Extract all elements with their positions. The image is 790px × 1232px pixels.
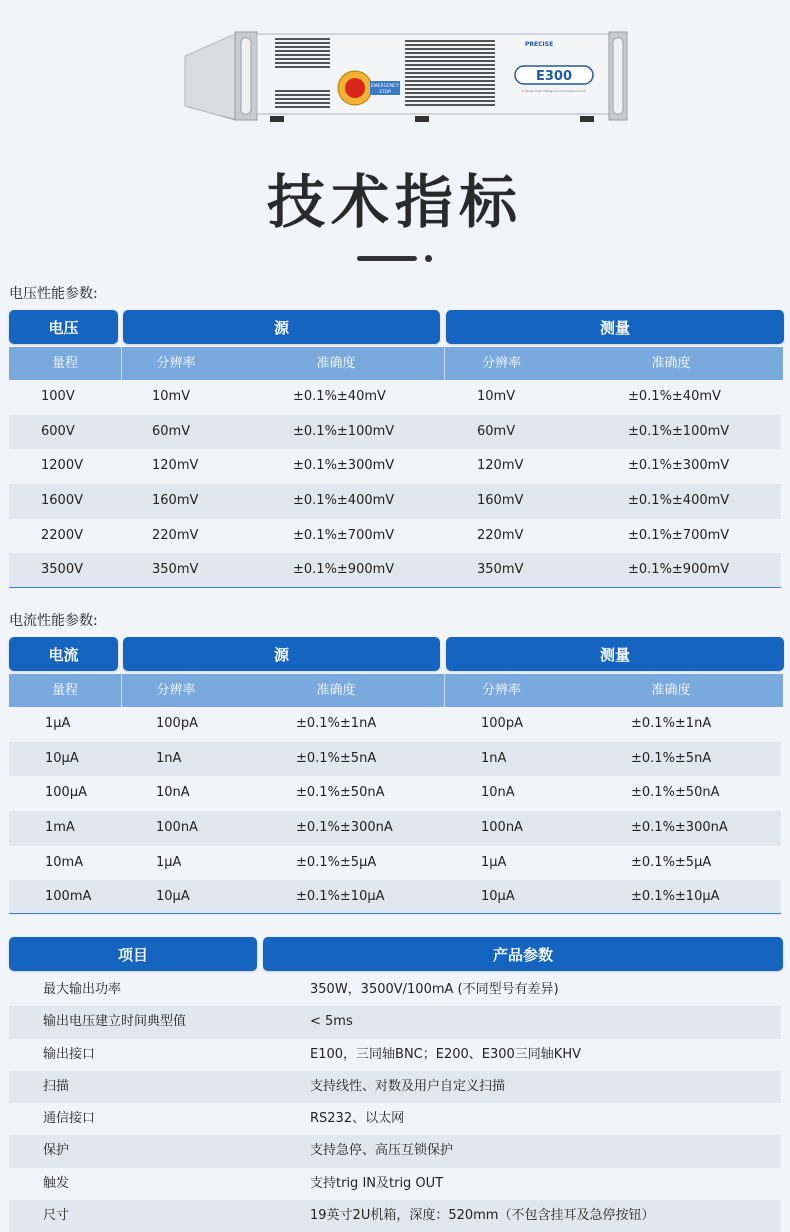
cell-accuracy: ±0.1%±40mV — [628, 389, 721, 404]
sub-resolution: 分辨率 — [156, 356, 196, 371]
cell-accuracy: ±0.1%±10μA — [631, 889, 720, 905]
voltage-subheader — [9, 347, 783, 380]
table-row — [9, 1039, 781, 1071]
current-table-bottom-line — [9, 913, 781, 914]
cell-range: 100mA — [45, 889, 92, 905]
cell-value: E100，三同轴BNC；E200、E300三同轴KHV — [310, 1046, 581, 1062]
cell-accuracy: ±0.1%±100mV — [293, 423, 395, 439]
table-row — [9, 1103, 781, 1135]
table-row — [9, 380, 781, 415]
cell-resolution: 220mV — [477, 527, 524, 543]
cell-value: 19英寸2U机箱，深度：520mm（不包含挂耳及急停按钮） — [310, 1208, 655, 1224]
table-row — [9, 415, 781, 450]
voltage-section-label: 电压性能参数: — [9, 286, 98, 302]
cell-range: 1600V — [41, 493, 83, 509]
sub-accuracy: 准确度 — [316, 356, 356, 371]
stop-label-1: EMERGENCY — [370, 84, 400, 89]
cell-value: < 5ms — [310, 1014, 353, 1030]
cell-resolution: 60mV — [152, 423, 191, 439]
cell-accuracy: ±0.1%±700mV — [628, 527, 730, 543]
table-row — [9, 449, 781, 484]
page-title: 技术指标 — [266, 168, 523, 236]
table-row — [9, 707, 781, 742]
cell-accuracy: ±0.1%±400mV — [293, 493, 395, 509]
voltage-head-measure: 测量 — [446, 310, 784, 344]
table-row — [9, 742, 781, 777]
sub-resolution: 分辨率 — [156, 683, 196, 698]
cell-value: 支持急停、高压互锁保护 — [310, 1143, 454, 1159]
cell-accuracy: ±0.1%±300mV — [293, 458, 395, 474]
cell-range: 2200V — [41, 527, 83, 543]
cell-range: 10μA — [45, 750, 79, 766]
cell-accuracy: ±0.1%±1nA — [296, 716, 377, 731]
cell-resolution: 10μA — [156, 889, 190, 905]
params-head-item: 项目 — [9, 937, 257, 971]
title-underline — [357, 256, 417, 261]
cell-resolution: 1μA — [481, 854, 507, 870]
cell-resolution: 120mV — [152, 458, 199, 474]
voltage-table-body — [9, 380, 781, 588]
title-dot — [425, 255, 432, 262]
table-row — [9, 553, 781, 588]
cell-accuracy: ±0.1%±50nA — [296, 785, 385, 801]
table-row — [9, 1071, 781, 1103]
cell-item: 触发 — [43, 1175, 70, 1191]
cell-item: 尺寸 — [43, 1208, 70, 1224]
stop-label-2: STOP — [379, 90, 391, 95]
cell-accuracy: ±0.1%±5nA — [296, 750, 377, 766]
cell-range: 100V — [41, 389, 75, 404]
voltage-head-source: 源 — [123, 310, 440, 344]
cell-range: 1μA — [45, 716, 71, 731]
cell-accuracy: ±0.1%±400mV — [628, 493, 730, 509]
cell-accuracy: ±0.1%±5μA — [631, 854, 712, 870]
table-row — [9, 846, 781, 881]
voltage-table-bottom-line — [9, 587, 781, 588]
cell-resolution: 1nA — [156, 750, 182, 766]
cell-resolution: 10mV — [477, 389, 516, 404]
current-head-source: 源 — [123, 637, 440, 671]
cell-item: 扫描 — [43, 1078, 70, 1094]
cell-resolution: 160mV — [152, 493, 199, 509]
cell-accuracy: ±0.1%±40mV — [293, 389, 386, 404]
cell-resolution: 350mV — [152, 562, 199, 578]
cell-resolution: 160mV — [477, 493, 524, 509]
brand-label: PRECISE — [525, 41, 554, 48]
table-row — [9, 1135, 781, 1167]
cell-resolution: 60mV — [477, 423, 516, 439]
cell-resolution: 100nA — [481, 820, 523, 836]
cell-accuracy: ±0.1%±5μA — [296, 854, 377, 870]
cell-resolution: 10μA — [481, 889, 515, 905]
cell-accuracy: ±0.1%±50nA — [631, 785, 720, 801]
sub-accuracy: 准确度 — [651, 683, 691, 698]
current-subheader — [9, 674, 783, 707]
sub-accuracy: 准确度 — [651, 356, 691, 371]
current-section-label: 电流性能参数: — [9, 613, 98, 629]
cell-resolution: 350mV — [477, 562, 524, 578]
cell-accuracy: ±0.1%±700mV — [293, 527, 395, 543]
table-row — [9, 880, 781, 915]
cell-resolution: 10nA — [156, 785, 190, 801]
sub-range: 量程 — [51, 683, 78, 698]
cell-resolution: 100nA — [156, 820, 198, 836]
cell-range: 10mA — [45, 854, 84, 870]
cell-value: 支持线性、对数及用户自定义扫描 — [310, 1078, 506, 1094]
cell-accuracy: ±0.1%±5nA — [631, 750, 712, 766]
table-row — [9, 519, 781, 554]
current-head-measure: 测量 — [446, 637, 784, 671]
cell-item: 最大输出功率 — [43, 982, 122, 997]
cell-item: 输出电压建立时间典型值 — [43, 1014, 187, 1030]
params-table-body — [9, 974, 781, 1232]
params-head-value: 产品参数 — [263, 937, 783, 971]
cell-range: 3500V — [41, 562, 83, 578]
cell-resolution: 10nA — [481, 785, 515, 801]
current-head-main: 电流 — [9, 637, 118, 671]
cell-accuracy: ±0.1%±300nA — [296, 820, 393, 836]
table-row — [9, 1168, 781, 1200]
cell-item: 通信接口 — [43, 1111, 96, 1127]
cell-range: 1200V — [41, 458, 83, 474]
cell-resolution: 100pA — [156, 716, 198, 731]
cell-resolution: 10mV — [152, 389, 191, 404]
table-row — [9, 484, 781, 519]
cell-resolution: 100pA — [481, 716, 523, 731]
cell-resolution: 220mV — [152, 527, 199, 543]
cell-accuracy: ±0.1%±300nA — [631, 820, 728, 836]
cell-value: 支持trig IN及trig OUT — [310, 1175, 444, 1191]
table-row — [9, 1200, 781, 1232]
cell-accuracy: ±0.1%±900mV — [293, 562, 395, 578]
cell-resolution: 120mV — [477, 458, 524, 474]
cell-value: 350W，3500V/100mA (不同型号有差异) — [310, 982, 559, 997]
cell-accuracy: ±0.1%±10μA — [296, 889, 385, 905]
voltage-head-main: 电压 — [9, 310, 118, 344]
cell-accuracy: ±0.1%±300mV — [628, 458, 730, 474]
table-row — [9, 974, 781, 1006]
device-subtitle: E Series High Voltage Source Measure Unit — [521, 89, 587, 93]
table-row — [9, 811, 781, 846]
cell-resolution: 1μA — [156, 854, 182, 870]
cell-range: 600V — [41, 423, 75, 439]
cell-item: 保护 — [43, 1143, 70, 1159]
cell-accuracy: ±0.1%±900mV — [628, 562, 730, 578]
cell-accuracy: ±0.1%±1nA — [631, 716, 712, 731]
sub-accuracy: 准确度 — [316, 683, 356, 698]
cell-value: RS232、以太网 — [310, 1111, 405, 1127]
sub-resolution: 分辨率 — [481, 683, 521, 698]
table-row — [9, 776, 781, 811]
cell-item: 输出接口 — [43, 1046, 96, 1062]
current-table-body — [9, 707, 781, 915]
table-row — [9, 1006, 781, 1038]
device-image — [180, 28, 630, 128]
cell-accuracy: ±0.1%±100mV — [628, 423, 730, 439]
cell-resolution: 1nA — [481, 750, 507, 766]
model-label: E300 — [535, 69, 573, 84]
cell-range: 1mA — [45, 820, 75, 836]
cell-range: 100μA — [45, 785, 87, 801]
sub-range: 量程 — [51, 356, 78, 371]
sub-resolution: 分辨率 — [481, 356, 521, 371]
